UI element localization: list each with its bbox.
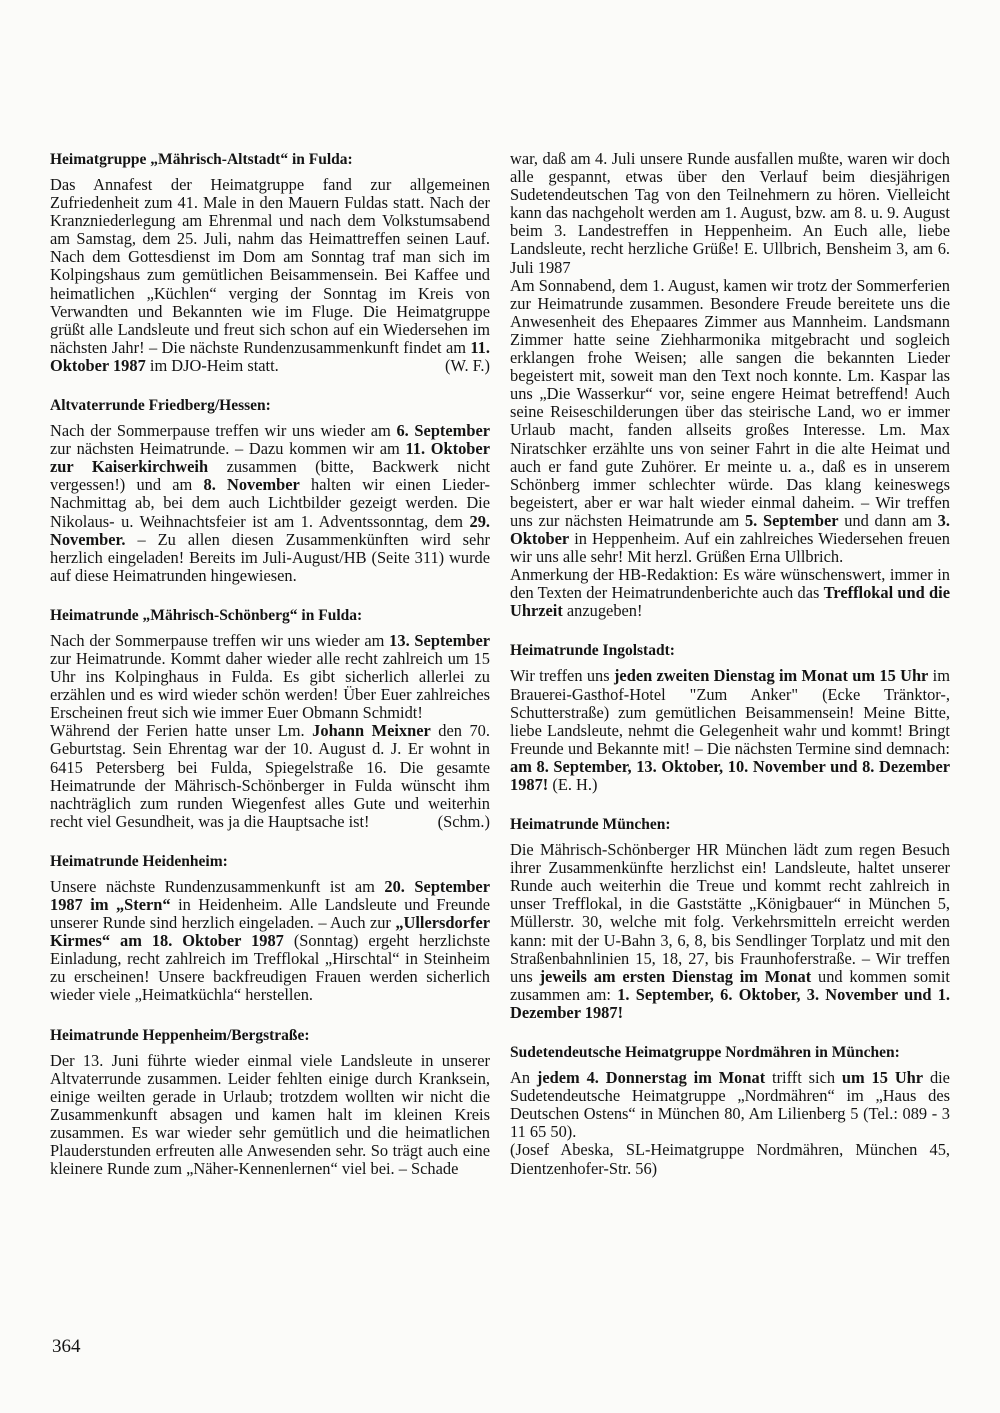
article-body: Während der Ferien hatte unser Lm. Johann Meixner den 70. Geburtstag. Sein Ehrentag war der 10. August d. J. Er wohnt in 6415 Petersberg bei Fulda, Spiegelstraße 16. Die gesamte Heimatrunde der Mährisch-Schönberger in Fulda wünscht ihm nachträglich zum runden Wiegenfest alles Gute und weiterhin recht viel Gesundheit, was ja die Hauptsache ist! (Schm.) xyxy=(50,721,490,831)
article-body: war, daß am 4. Juli unsere Runde ausfallen mußte, waren wir doch alle gespannt, etwas über den Verlauf beim diesjährigen Sudetendeutschen Tag von den Teilnehmern zu hören. Vielleicht kann das nachgeholt werden am 1. August, bzw. am 8. u. 9. August beim 3. Landestreffen in Heppenheim. An Euch alle, liebe Landsleute, recht herzliche Grüße! E. Ullbrich, Bensheim 3, am 6. Juli 1987 xyxy=(510,149,950,277)
article-heading: Sudetendeutsche Heimatgruppe Nordmähren in München: xyxy=(510,1044,900,1062)
left-column xyxy=(50,150,490,1199)
article-heppenheim xyxy=(50,1026,490,1179)
article-body: Der 13. Juni führte wieder einmal viele Landsleute in unserer Altvaterrunde zusammen. Leider fehlten einige durch Kranksein, einige weilten gerade in Urlaub; trotzdem wollten wir nicht die Zusammenkunft absagen und kamen halt im kleinen Kreis zusammen. Es war wieder sehr gemütlich und die heimatlichen Plauderstunden erfreuten alle Anwesenden sehr. So trägt auch eine kleinere Runde zum „Näher-Kennenlernen“ viel bei. – Schade xyxy=(50,1050,490,1179)
article-heading: Heimatrunde Heidenheim: xyxy=(50,852,228,870)
right-column xyxy=(510,150,950,1199)
article-heidenheim xyxy=(50,852,490,1005)
article-heppenheim-continued xyxy=(510,150,950,620)
article-heading: Heimatrunde München: xyxy=(510,816,671,834)
article-ingolstadt xyxy=(510,641,950,794)
article-body: Nach der Sommerpause treffen wir uns wieder am 13. September zur Heimatrunde. Kommt daher wieder alle recht zahlreich um 15 Uhr ins Kolpinghaus in Fulda. Es gibt sicherlich allerlei zu erzählen und es wird wieder schön werden! Über Euer zahlreiches Erscheinen freut sich wie immer Euer Obmann Schmidt! xyxy=(50,630,490,723)
article-body: Die Mährisch-Schönberger HR München lädt zum regen Besuch ihrer Zusammenkünfte herzlichst ein! Landsleute, haltet unserer Runde auch weiterhin die Treue und kommt recht zahlreich in unser Trefflokal, in die Gaststätte „Königbauer“ in München 5, Müllerstr. 30, welche mit folg. Verkehrsmitteln erreicht werden kann: mit der U-Bahn 3, 6, 8, bis Sendlinger Torplatz und mit den Straßenbahnlinien 15, 18, 27, bis Fraunhoferstraße. – Wir treffen uns jeweils am ersten Dienstag im Monat und kommen somit zusammen am: 1. September, 6. Oktober, 3. November und 1. Dezember 1987! xyxy=(510,840,950,1022)
page-number: 364 xyxy=(52,1336,81,1357)
editorial-note: Anmerkung der HB-Redaktion: Es wäre wünschenswert, immer in den Texten der Heimatrundenberichte auch das Trefflokal und die Uhrzeit anzugeben! xyxy=(510,565,950,621)
article-altvaterrunde-friedberg xyxy=(50,396,490,585)
article-body: Wir treffen uns jeden zweiten Dienstag im Monat um 15 Uhr im Brauerei-Gasthof-Hotel "Zum Anker" (Ecke Tränktor-, Schutterstraße) zum gemütlichen Beisammensein! Meine Bitte, liebe Landsleute, nehmt die Gelegenheit wahr und kommt! Bringt Freunde und Bekannte mit! – Die nächsten Termine sind demnach: am 8. September, 13. Oktober, 10. November und 8. Dezember 1987! (E. H.) xyxy=(510,666,950,794)
article-body: Am Sonnabend, dem 1. August, kamen wir trotz der Sommerferien zur Heimatrunde zusammen. Besondere Freude bereitete uns die Anwesenheit des Ehepaares Zimmer aus Mannheim. Landsmann Zimmer hatte seine Ziehharmonika mitgebracht und sogleich erklangen frohe Weisen; alle sangen die bekannten Lieder begeistert mit, soweit man den Text noch konnte. Lm. Kaspar las uns „Die Wasserkur“ vor, seine engere Heimat betreffend! Auch seine Reiseschilderungen über das steirische Land, wo er immer Urlaub macht, fanden allseits großes Interesse. Lm. Max Niratschker erzählte uns von seiner Fahrt in die alte Heimat und auch er fand gute Zuhörer. Er meinte u. a., daß es in unserem Schönberg immer schlechter würde. Das klang keineswegs begeistert, aber er war halt wieder einmal daheim. – Wir treffen uns zur nächsten Heimatrunde am 5. September und dann am 3. Oktober in Heppenheim. Auf ein zahlreiches Wiedersehen freuen wir uns alle sehr! Mit herzl. Grüßen Erna Ullbrich. xyxy=(510,275,950,567)
article-body: An jedem 4. Donnerstag im Monat trifft sich um 15 Uhr die Sudetendeutsche Heimatgruppe „Nordmähren“ im „Haus des Deutschen Ostens“ in München 80, Am Lilienberg 5 (Tel.: 089 - 3 11 65 50). xyxy=(510,1068,950,1142)
article-heading: Heimatrunde Ingolstadt: xyxy=(510,642,675,660)
article-muenchen xyxy=(510,815,950,1022)
signature: (Schm.) xyxy=(437,811,490,831)
article-heading: Heimatgruppe „Mährisch-Altstadt“ in Fulda: xyxy=(50,151,353,168)
article-heading: Heimatrunde Heppenheim/Bergstraße: xyxy=(50,1026,310,1044)
article-body: Unsere nächste Rundenzusammenkunft ist am 20. September 1987 im „Stern“ in Heidenheim. Alle Landsleute und Freunde unserer Runde sind herzlich eingeladen. – Auch zur „Ullersdorfer Kirmes“ am 18. Oktober 1987 (Sonntag) ergeht herzlichste Einladung, recht zahlreich im Trefflokal „Hirschtal“ in Steinheim zu erscheinen! Unsere backfreudigen Frauen werden sicherlich wieder viele „Heimatküchla“ herstellen. xyxy=(50,876,491,1005)
article-body: Das Annafest der Heimatgruppe fand zur allgemeinen Zufriedenheit zum 41. Male in den Mauern Fuldas statt. Nach der Kranzniederlegung am Ehrenmal und nach dem Volkstumsabend am Samstag, dem 25. Juli, nahm das Heimattreffen seinen Lauf. Nach dem Gottesdienst im Dom am Sonntag traf man sich im Kolpingshaus zum gemütlichen Beisammensein. Bei Kaffee und heimatlichen „Küchlen“ verging der Sonntag im Kreis von Verwandten und Bekannten wie im Fluge. Die Heimatgruppe grüßt alle Landsleute und freut sich schon auf ein Wiedersehen im nächsten Jahr! – Die nächste Rundenzusammenkunft findet am 11. Oktober 1987 im DJO-Heim statt. (W. F.) xyxy=(50,175,490,375)
contact-note: (Josef Abeska, SL-Heimatgruppe Nordmähren, München 45, Dientzenhofer-Str. 56) xyxy=(510,1140,950,1178)
article-body: Nach der Sommerpause treffen wir uns wieder am 6. September zur nächsten Heimatrunde. – Dazu kommen wir am 11. Oktober zur Kaiserkirchweih zusammen (bitte, Backwerk nicht vergessen!) und am 8. November halten wir einen Lieder-Nachmittag ab, bei dem auch Lichtbilder gezeigt werden. Die Nikolaus- u. Weihnachtsfeier ist am 1. Adventssonntag, dem 29. November. – Zu allen diesen Zusammenkünften wird sehr herzlich eingeladen! Bereits im Juli-August/HB (Seite 311) wurde auf diese Heimatrunden hingewiesen. xyxy=(50,421,490,585)
article-nordmaehren-muenchen xyxy=(510,1043,950,1178)
article-heading: Heimatrunde „Mährisch-Schönberg“ in Fulda: xyxy=(50,606,363,624)
signature: (W. F.) xyxy=(445,355,490,375)
article-maehrisch-schoenberg-fulda xyxy=(50,606,490,831)
article-heading: Altvaterrunde Friedberg/Hessen: xyxy=(50,397,271,415)
article-maehrisch-altstadt xyxy=(50,150,490,375)
